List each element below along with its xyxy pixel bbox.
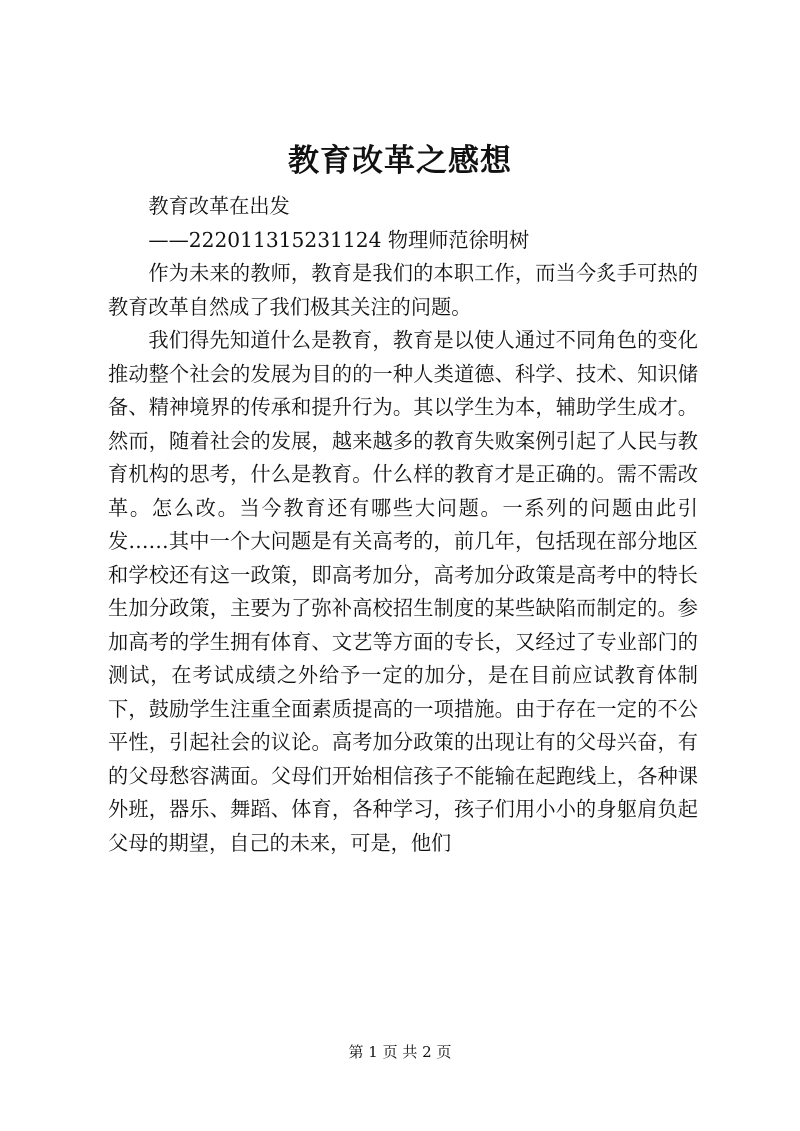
body-paragraph: 我们得先知道什么是教育，教育是以使人通过不同角色的变化推动整个社会的发展为目的的一种人类道德、科学、技术、知识储备、精神境界的传承和提升行为。其以学生为本，辅助学生成才。然而，随着社会的发展，越来越多的教育失败案例引起了人民与教育机构的思考，什么是教育。什么样的教育才是正确的。需不需改革。怎么改。当今教育还有哪些大问题。一系列的问题由此引发……其中一个大问题是有关高考的，前几年，包括现在部分地区和学校还有这一政策，即高考加分，高考加分政策是高考中的特长生加分政策，主要为了弥补高校招生制度的某些缺陷而制定的。参加高考的学生拥有体育、文艺等方面的专长，又经过了专业部门的测试，在考试成绩之外给予一定的加分，是在目前应试教育体制下，鼓励学生注重全面素质提高的一项措施。由于存在一定的不公平性，引起社会的议论。高考加分政策的出现让有的父母兴奋，有的父母愁容满面。父母们开始相信孩子不能输在起跑线上，各种课外班，器乐、舞蹈、体育，各种学习，孩子们用小小的身躯肩负起父母的期望，自己的未来，可是，他们 bbox=[108, 328, 698, 855]
page-number-footer: 第 1 页 共 2 页 bbox=[348, 1043, 452, 1061]
subtitle-paragraph: 教育改革在出发 bbox=[148, 194, 290, 218]
body-paragraph: 作为未来的教师，教育是我们的本职工作，而当今炙手可热的教育改革自然成了我们极其关注的问题。 bbox=[108, 261, 698, 319]
document-title: 教育改革之感想 bbox=[288, 143, 512, 179]
author-line: ——222011315231124 物理师范徐明树 bbox=[148, 227, 530, 252]
document-body bbox=[108, 190, 698, 860]
